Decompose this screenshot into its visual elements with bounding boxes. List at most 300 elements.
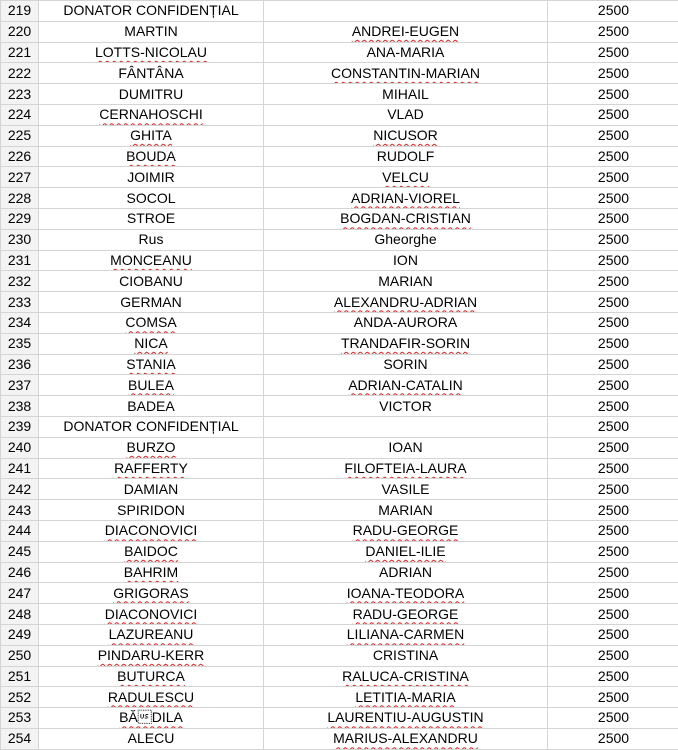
first-name-cell[interactable] (264, 125, 548, 146)
amount: 2500 (597, 355, 630, 372)
first-name-cell[interactable] (264, 604, 548, 625)
row-number: 247 (7, 584, 32, 601)
table-row (1, 583, 678, 604)
first-name: RUDOLF (376, 147, 435, 164)
row-header[interactable] (1, 333, 39, 354)
first-name-cell[interactable] (264, 541, 548, 562)
last-name: SPIRIDON (117, 501, 185, 518)
row-header[interactable] (1, 728, 39, 749)
row-header[interactable] (1, 21, 39, 42)
last-name-cell[interactable] (39, 520, 264, 541)
first-name: LAURENTIU-AUGUSTIN (327, 709, 484, 726)
row-number: 223 (7, 85, 32, 102)
row-header[interactable] (1, 42, 39, 63)
row-number: 230 (7, 231, 32, 248)
amount: 2500 (597, 730, 630, 747)
first-name: MARIAN (378, 501, 433, 518)
first-name: CRISTINA (372, 647, 439, 664)
amount: 2500 (597, 376, 630, 393)
amount: 2500 (597, 168, 630, 185)
first-name-cell[interactable] (264, 229, 548, 250)
first-name-cell[interactable] (264, 1, 548, 22)
first-name-cell[interactable] (264, 520, 548, 541)
row-number: 222 (7, 64, 32, 81)
amount-cell[interactable] (548, 458, 678, 479)
row-number: 238 (7, 397, 32, 414)
last-name: CERNAHOSCHI (99, 106, 203, 123)
row-header[interactable] (1, 63, 39, 84)
last-name: Rus (138, 231, 164, 248)
amount-cell[interactable] (548, 333, 678, 354)
row-header[interactable] (1, 645, 39, 666)
first-name: DANIEL-ILIE (365, 543, 446, 560)
table-row (1, 479, 678, 500)
amount-cell[interactable] (548, 520, 678, 541)
table-row (1, 687, 678, 708)
amount-cell[interactable] (548, 21, 678, 42)
last-name-cell[interactable] (39, 188, 264, 209)
row-header[interactable] (1, 104, 39, 125)
amount-cell[interactable] (548, 229, 678, 250)
last-name-cell[interactable] (39, 479, 264, 500)
row-number: 233 (7, 293, 32, 310)
last-name-cell[interactable] (39, 437, 264, 458)
first-name-cell[interactable] (264, 500, 548, 521)
row-number: 231 (7, 251, 32, 268)
row-header[interactable] (1, 437, 39, 458)
row-number: 229 (7, 210, 32, 227)
amount-cell[interactable] (548, 84, 678, 105)
row-header[interactable] (1, 146, 39, 167)
first-name: NICUSOR (373, 127, 438, 144)
row-number: 251 (7, 667, 32, 684)
first-name-cell[interactable] (264, 583, 548, 604)
last-name: DIACONOVICI (104, 605, 198, 622)
amount-cell[interactable] (548, 354, 678, 375)
last-name-cell[interactable] (39, 583, 264, 604)
row-number: 242 (7, 480, 32, 497)
amount: 2500 (597, 314, 630, 331)
amount-cell[interactable] (548, 396, 678, 417)
table-row (1, 21, 678, 42)
first-name-cell[interactable] (264, 728, 548, 749)
row-number: 240 (7, 439, 32, 456)
row-number: 235 (7, 335, 32, 352)
first-name-cell[interactable] (264, 708, 548, 729)
last-name: RAFFERTY (114, 459, 188, 476)
row-header[interactable] (1, 479, 39, 500)
table-row (1, 666, 678, 687)
table-row (1, 562, 678, 583)
last-name-cell[interactable] (39, 1, 264, 22)
first-name-cell[interactable] (264, 333, 548, 354)
last-name-cell[interactable] (39, 271, 264, 292)
row-header[interactable] (1, 1, 39, 22)
table-row (1, 104, 678, 125)
amount: 2500 (597, 605, 630, 622)
row-number: 243 (7, 501, 32, 518)
table-row (1, 146, 678, 167)
first-name-cell[interactable] (264, 562, 548, 583)
last-name-cell[interactable] (39, 396, 264, 417)
first-name: FILOFTEIA-LAURA (344, 459, 467, 476)
table-row (1, 42, 678, 63)
row-number: 225 (7, 127, 32, 144)
row-header[interactable] (1, 271, 39, 292)
amount-cell[interactable] (548, 375, 678, 396)
last-name: MARTIN (124, 23, 178, 40)
table-row (1, 624, 678, 645)
first-name: RADU-GEORGE (352, 605, 459, 622)
amount: 2500 (597, 397, 630, 414)
amount-cell[interactable] (548, 250, 678, 271)
first-name: ANA-MARIA (366, 43, 445, 60)
first-name: VICTOR (379, 397, 432, 414)
first-name: VASILE (381, 480, 430, 497)
amount: 2500 (597, 418, 630, 435)
first-name-cell[interactable] (264, 292, 548, 313)
row-number: 227 (7, 168, 32, 185)
amount-cell[interactable] (548, 125, 678, 146)
amount-cell[interactable] (548, 312, 678, 333)
amount: 2500 (597, 43, 630, 60)
first-name: BOGDAN-CRISTIAN (340, 210, 471, 227)
first-name-cell[interactable] (264, 396, 548, 417)
last-name: ALECU (127, 730, 175, 747)
row-header[interactable] (1, 396, 39, 417)
table-row (1, 354, 678, 375)
last-name: DONATOR CONFIDENȚIAL (63, 2, 239, 19)
amount-cell[interactable] (548, 167, 678, 188)
table-row (1, 208, 678, 229)
last-name-cell[interactable] (39, 167, 264, 188)
row-header[interactable] (1, 583, 39, 604)
last-name: JOIMIR (127, 168, 175, 185)
last-name: LOTTS-NICOLAU (94, 43, 207, 60)
first-name-cell[interactable] (264, 271, 548, 292)
first-name: ADRIAN (379, 563, 432, 580)
last-name: STANIA (126, 355, 176, 372)
row-number: 234 (7, 314, 32, 331)
last-name-cell[interactable] (39, 728, 264, 749)
amount-cell[interactable] (548, 500, 678, 521)
amount-cell[interactable] (548, 728, 678, 749)
row-header[interactable] (1, 604, 39, 625)
amount-cell[interactable] (548, 1, 678, 22)
last-name-cell[interactable] (39, 104, 264, 125)
last-name: GHITA (130, 127, 172, 144)
first-name-cell[interactable] (264, 21, 548, 42)
last-name: GERMAN (120, 293, 182, 310)
amount-cell[interactable] (548, 63, 678, 84)
first-name: MARIUS-ALEXANDRU (333, 730, 478, 747)
last-name: MONCEANU (110, 251, 192, 268)
amount: 2500 (597, 106, 630, 123)
amount: 2500 (597, 647, 630, 664)
first-name-cell[interactable] (264, 437, 548, 458)
row-header[interactable] (1, 562, 39, 583)
table-row (1, 645, 678, 666)
first-name: RADU-GEORGE (352, 522, 459, 539)
amount: 2500 (597, 667, 630, 684)
amount: 2500 (597, 626, 630, 643)
row-number: 220 (7, 23, 32, 40)
row-header[interactable] (1, 208, 39, 229)
last-name: COMSA (125, 314, 177, 331)
first-name: Gheorghe (374, 231, 437, 248)
table-row (1, 520, 678, 541)
table-row (1, 125, 678, 146)
table-row (1, 375, 678, 396)
amount: 2500 (597, 563, 630, 580)
table-row (1, 188, 678, 209)
first-name-cell[interactable] (264, 416, 548, 437)
last-name-cell[interactable] (39, 333, 264, 354)
amount-cell[interactable] (548, 437, 678, 458)
first-name: ADRIAN-CATALIN (348, 376, 463, 393)
first-name: ANDREI-EUGEN (351, 23, 460, 40)
last-name-cell[interactable] (39, 42, 264, 63)
table-row (1, 250, 678, 271)
last-name-cell[interactable] (39, 208, 264, 229)
table-row (1, 728, 678, 749)
last-name: BĂ DILA (119, 709, 183, 726)
last-name-cell[interactable] (39, 541, 264, 562)
last-name-cell[interactable] (39, 666, 264, 687)
amount-cell[interactable] (548, 208, 678, 229)
first-name-cell[interactable] (264, 42, 548, 63)
last-name-cell[interactable] (39, 84, 264, 105)
table-row (1, 312, 678, 333)
last-name-cell[interactable] (39, 708, 264, 729)
row-number: 248 (7, 605, 32, 622)
amount: 2500 (597, 85, 630, 102)
amount-cell[interactable] (548, 42, 678, 63)
row-header[interactable] (1, 375, 39, 396)
last-name-cell[interactable] (39, 500, 264, 521)
amount-cell[interactable] (548, 687, 678, 708)
row-header[interactable] (1, 520, 39, 541)
last-name: LAZUREANU (108, 626, 194, 643)
row-header[interactable] (1, 624, 39, 645)
first-name-cell[interactable] (264, 146, 548, 167)
row-number: 253 (7, 709, 32, 726)
amount-cell[interactable] (548, 604, 678, 625)
table-row (1, 84, 678, 105)
row-number: 246 (7, 563, 32, 580)
last-name-cell[interactable] (39, 645, 264, 666)
row-header[interactable] (1, 458, 39, 479)
amount-cell[interactable] (548, 146, 678, 167)
row-header[interactable] (1, 125, 39, 146)
last-name: DONATOR CONFIDENȚIAL (63, 418, 239, 435)
amount: 2500 (597, 231, 630, 248)
first-name: CONSTANTIN-MARIAN (330, 64, 481, 81)
last-name-cell[interactable] (39, 562, 264, 583)
last-name: BAHRIM (123, 563, 179, 580)
row-number: 239 (7, 418, 32, 435)
amount: 2500 (597, 64, 630, 81)
table-row (1, 604, 678, 625)
last-name: FÂNTÂNA (118, 64, 184, 81)
table-row (1, 1, 678, 22)
last-name-cell[interactable] (39, 125, 264, 146)
first-name-cell[interactable] (264, 84, 548, 105)
first-name-cell[interactable] (264, 354, 548, 375)
last-name-cell[interactable] (39, 458, 264, 479)
last-name: NICA (134, 335, 168, 352)
first-name: SORIN (383, 355, 428, 372)
row-number: 224 (7, 106, 32, 123)
amount: 2500 (597, 459, 630, 476)
table-row (1, 167, 678, 188)
row-header[interactable] (1, 666, 39, 687)
first-name: LILIANA-CARMEN (346, 626, 465, 643)
amount-cell[interactable] (548, 104, 678, 125)
first-name: VLAD (387, 106, 424, 123)
last-name-cell[interactable] (39, 250, 264, 271)
last-name-cell[interactable] (39, 375, 264, 396)
amount-cell[interactable] (548, 188, 678, 209)
first-name: ADRIAN-VIOREL (351, 189, 460, 206)
last-name-cell[interactable] (39, 624, 264, 645)
row-header[interactable] (1, 250, 39, 271)
row-number: 232 (7, 272, 32, 289)
row-header[interactable] (1, 229, 39, 250)
first-name: IOAN (388, 439, 423, 456)
table-row (1, 396, 678, 417)
last-name-cell[interactable] (39, 312, 264, 333)
first-name-cell[interactable] (264, 208, 548, 229)
table-row (1, 708, 678, 729)
last-name: DUMITRU (118, 85, 184, 102)
row-number: 219 (7, 2, 32, 19)
first-name: RALUCA-CRISTINA (342, 667, 469, 684)
row-header[interactable] (1, 167, 39, 188)
last-name: BURZO (126, 439, 176, 456)
last-name: STROE (126, 210, 176, 227)
table-row (1, 458, 678, 479)
last-name-cell[interactable] (39, 21, 264, 42)
table-row (1, 333, 678, 354)
amount-cell[interactable] (548, 624, 678, 645)
amount: 2500 (597, 23, 630, 40)
last-name-cell[interactable] (39, 354, 264, 375)
first-name-cell[interactable] (264, 104, 548, 125)
row-header[interactable] (1, 541, 39, 562)
amount: 2500 (597, 210, 630, 227)
amount: 2500 (597, 251, 630, 268)
first-name-cell[interactable] (264, 375, 548, 396)
last-name-cell[interactable] (39, 63, 264, 84)
row-header[interactable] (1, 687, 39, 708)
row-number: 244 (7, 522, 32, 539)
amount: 2500 (597, 335, 630, 352)
row-number: 221 (7, 43, 32, 60)
amount: 2500 (597, 543, 630, 560)
last-name-cell[interactable] (39, 687, 264, 708)
row-header[interactable] (1, 188, 39, 209)
first-name: VELCU (382, 168, 429, 185)
row-header[interactable] (1, 84, 39, 105)
last-name-cell[interactable] (39, 146, 264, 167)
row-header[interactable] (1, 354, 39, 375)
amount-cell[interactable] (548, 271, 678, 292)
row-header[interactable] (1, 312, 39, 333)
first-name-cell[interactable] (264, 312, 548, 333)
amount-cell[interactable] (548, 666, 678, 687)
first-name-cell[interactable] (264, 250, 548, 271)
first-name-cell[interactable] (264, 458, 548, 479)
last-name: PINDARU-KERR (97, 647, 205, 664)
first-name: LETITIA-MARIA (355, 688, 456, 705)
first-name-cell[interactable] (264, 645, 548, 666)
row-number: 249 (7, 626, 32, 643)
first-name-cell[interactable] (264, 479, 548, 500)
last-name: BOUDA (126, 147, 176, 164)
first-name: ALEXANDRU-ADRIAN (333, 293, 478, 310)
amount: 2500 (597, 688, 630, 705)
last-name: BUTURCA (117, 667, 185, 684)
row-number: 228 (7, 189, 32, 206)
first-name: MIHAIL (382, 85, 429, 102)
amount: 2500 (597, 147, 630, 164)
amount-cell[interactable] (548, 541, 678, 562)
amount: 2500 (597, 439, 630, 456)
amount-cell[interactable] (548, 708, 678, 729)
table-row (1, 500, 678, 521)
row-header[interactable] (1, 416, 39, 437)
first-name-cell[interactable] (264, 687, 548, 708)
last-name-cell[interactable] (39, 604, 264, 625)
table-row (1, 437, 678, 458)
row-number: 226 (7, 147, 32, 164)
amount: 2500 (597, 293, 630, 310)
first-name-cell[interactable] (264, 666, 548, 687)
row-number: 241 (7, 459, 32, 476)
amount: 2500 (597, 189, 630, 206)
last-name-cell[interactable] (39, 229, 264, 250)
first-name-cell[interactable] (264, 624, 548, 645)
amount-cell[interactable] (548, 583, 678, 604)
last-name: RADULESCU (107, 688, 195, 705)
row-header[interactable] (1, 500, 39, 521)
amount: 2500 (597, 2, 630, 19)
first-name-cell[interactable] (264, 167, 548, 188)
row-number: 250 (7, 647, 32, 664)
row-header[interactable] (1, 292, 39, 313)
first-name-cell[interactable] (264, 188, 548, 209)
table-row (1, 541, 678, 562)
amount: 2500 (597, 709, 630, 726)
row-number: 245 (7, 543, 32, 560)
last-name: DAMIAN (123, 480, 179, 497)
amount-cell[interactable] (548, 416, 678, 437)
amount-cell[interactable] (548, 562, 678, 583)
amount: 2500 (597, 480, 630, 497)
row-header[interactable] (1, 708, 39, 729)
amount-cell[interactable] (548, 479, 678, 500)
last-name-cell[interactable] (39, 416, 264, 437)
table-row (1, 271, 678, 292)
first-name: MARIAN (378, 272, 433, 289)
first-name-cell[interactable] (264, 63, 548, 84)
last-name-cell[interactable] (39, 292, 264, 313)
amount-cell[interactable] (548, 292, 678, 313)
row-number: 237 (7, 376, 32, 393)
amount-cell[interactable] (548, 645, 678, 666)
last-name: BADEA (127, 397, 175, 414)
